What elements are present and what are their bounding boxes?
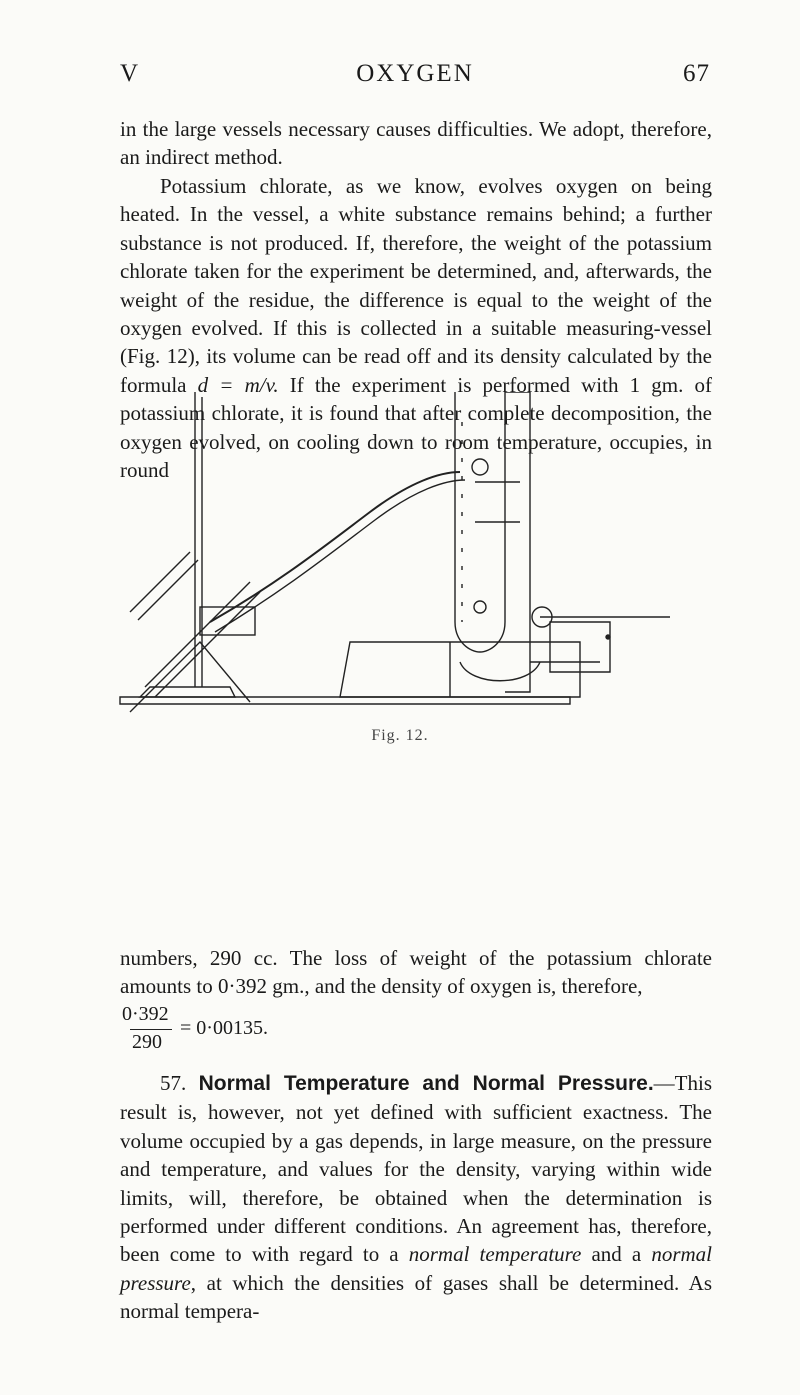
figure-caption: Fig. 12. — [371, 727, 429, 744]
paragraph-numbers: numbers, 290 cc. The loss of weight of the potassium chlorate amounts to 0·392 gm., and the density of oxygen is, therefore, — [120, 946, 712, 999]
density-formula: d = m/v. — [197, 372, 279, 397]
fraction-result: = 0·00135. — [180, 1017, 268, 1039]
apparatus-illustration — [110, 392, 670, 722]
burner-stand — [130, 642, 250, 712]
tube-left — [155, 592, 260, 697]
section-text-a: —This result is, however, not yet defined with sufficient exactness. The volume occupied by a gas depends, in large measure, on the pressure and temperature, and values for the density, varying within wide limits, will, therefore, be obtained when the determination is performed under different conditions. An agreement has, therefore, been come to with regard to a — [120, 1071, 712, 1267]
fraction-numerator: 0·392 — [122, 1003, 169, 1025]
running-title: OXYGEN — [356, 60, 474, 87]
fraction-bar — [130, 1029, 172, 1030]
normal-pressure-term: normal pressure — [120, 1242, 712, 1295]
density-fraction — [120, 1003, 320, 1065]
page-number: 67 — [683, 60, 710, 87]
test-tube — [130, 552, 190, 612]
stopcock-top — [472, 459, 488, 475]
section-number: 57. — [160, 1071, 187, 1095]
base-plate — [120, 697, 570, 704]
trough-vessel — [460, 662, 540, 681]
paragraph-continued: in the large vessels necessary causes difficulties. We adopt, therefore, an indirect method. — [120, 117, 712, 170]
paragraph-text: Potassium chlorate, as we know, evolves oxygen on being heated. In the vessel, a white substance remains behind; a further substance is not produced. If, therefore, the weight of the potassium chlorate taken for the experiment be determined, and, afterwards, the weight of the residue, the difference is equal to the weight of the oxygen evolved. If this is collected in a suitable measuring-vessel (Fig. 12), its volume can be read off and its density calculated by the formula — [120, 174, 712, 397]
section-text-b: and a — [581, 1242, 652, 1267]
stopcock-bottom — [474, 601, 486, 613]
section-heading: Normal Temperature and Normal Pressure. — [198, 1072, 654, 1095]
section-text-c: , at which the densities of gases shall be determined. As normal tempera- — [120, 1270, 712, 1324]
normal-temperature-term: normal temperature — [408, 1242, 582, 1267]
paragraph-text-rest: If the experiment is performed with 1 gm. of potassium chlorate, it is found that after complete decomposition, the oxygen evolved, on cooling down to room temperature, occupies, in round — [120, 372, 712, 483]
chapter-number: V — [120, 60, 140, 87]
measuring-tube — [505, 392, 530, 692]
section-57-paragraph — [120, 1069, 712, 1326]
water-trough — [340, 642, 580, 697]
delivery-tube — [210, 472, 460, 622]
running-header — [120, 60, 710, 92]
fraction-denominator: 290 — [132, 1031, 162, 1053]
